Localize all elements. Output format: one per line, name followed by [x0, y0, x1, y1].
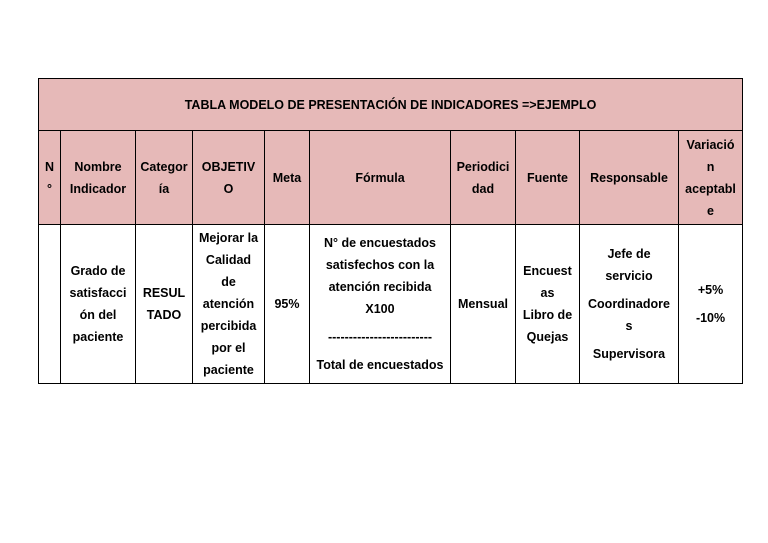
formula-numerator-line: atención recibida — [328, 280, 432, 294]
header-meta — [265, 131, 310, 225]
header-formula-line: Fórmula — [355, 170, 405, 185]
cell-responsable — [580, 225, 679, 384]
cell-nombre-line: ón del — [79, 308, 117, 322]
cell-fuente-line: as — [540, 286, 555, 300]
header-objetivo-line: O — [223, 181, 234, 196]
cell-categoria-line: TADO — [146, 308, 182, 322]
header-number — [39, 131, 61, 225]
formula-separator: ------------------------- — [327, 330, 433, 344]
indicators-table — [38, 78, 743, 384]
cell-categoria — [136, 225, 193, 384]
header-nombre-line: Nombre — [74, 159, 122, 174]
title-row — [39, 79, 743, 131]
cell-fuente-line: Libro de — [522, 308, 573, 322]
cell-periodicidad: Mensual — [451, 225, 516, 384]
header-nombre-line: Indicador — [69, 181, 127, 196]
cell-responsable-line: s — [625, 319, 633, 333]
header-responsable — [580, 131, 679, 225]
header-objetivo-line: OBJETIV — [201, 159, 256, 174]
header-categoria-line: ía — [158, 181, 170, 196]
formula-numerator-line: X100 — [365, 302, 395, 316]
cell-categoria-line: RESUL — [142, 286, 186, 300]
header-periodicidad — [451, 131, 516, 225]
header-formula — [310, 131, 451, 225]
header-variacion — [679, 131, 743, 225]
header-row — [39, 131, 743, 225]
table-row — [39, 225, 743, 384]
cell-nombre-line: Grado de — [70, 264, 126, 278]
cell-responsable-line: servicio — [605, 269, 653, 283]
cell-objetivo-line: por el — [211, 341, 246, 355]
header-fuente-line: Fuente — [527, 170, 568, 185]
formula-denominator: Total de encuestados — [316, 358, 444, 372]
cell-variacion — [679, 225, 743, 384]
header-variacion-line: aceptabl — [685, 181, 736, 196]
header-periodicidad-line: Periodici — [456, 159, 510, 174]
header-variacion-line: Variació — [686, 137, 735, 152]
cell-fuente — [516, 225, 580, 384]
header-nombre-indicador — [61, 131, 136, 225]
cell-fuente-line: Quejas — [526, 330, 569, 344]
cell-fuente-line: Encuest — [523, 264, 572, 278]
header-objetivo — [193, 131, 265, 225]
cell-objetivo-line: Calidad — [205, 253, 252, 267]
cell-variacion-line: +5% — [697, 283, 724, 297]
cell-objetivo-line: Mejorar la — [198, 231, 259, 245]
header-meta-line: Meta — [272, 170, 302, 185]
cell-responsable-line: Jefe de — [607, 247, 651, 261]
cell-meta: 95% — [265, 225, 310, 384]
header-fuente — [516, 131, 580, 225]
cell-objetivo-line: percibida — [200, 319, 257, 333]
cell-objetivo — [193, 225, 265, 384]
cell-objetivo-line: de — [221, 275, 236, 289]
cell-formula — [310, 225, 451, 384]
table-title: TABLA MODELO DE PRESENTACIÓN DE INDICADORES =>EJEMPLO — [39, 79, 743, 131]
header-number-line: ° — [47, 181, 52, 196]
header-categoria-line: Categor — [140, 159, 188, 174]
formula-numerator-line: N° de encuestados — [324, 236, 436, 250]
header-variacion-line: n — [706, 159, 715, 174]
cell-nombre-line: satisfacci — [69, 286, 127, 300]
header-number-line: N — [44, 159, 55, 174]
cell-variacion-line: -10% — [695, 311, 726, 325]
cell-number — [39, 225, 61, 384]
cell-objetivo-line: atención — [202, 297, 255, 311]
header-responsable-line: Responsable — [590, 170, 668, 185]
header-categoria — [136, 131, 193, 225]
cell-responsable-line: Supervisora — [592, 347, 666, 361]
header-variacion-line: e — [707, 203, 714, 218]
cell-nombre — [61, 225, 136, 384]
cell-responsable-line: Coordinadore — [588, 297, 670, 311]
cell-objetivo-line: paciente — [203, 363, 254, 377]
formula-numerator-line: satisfechos con la — [325, 258, 435, 272]
header-periodicidad-line: dad — [471, 181, 495, 196]
cell-nombre-line: paciente — [72, 330, 124, 344]
